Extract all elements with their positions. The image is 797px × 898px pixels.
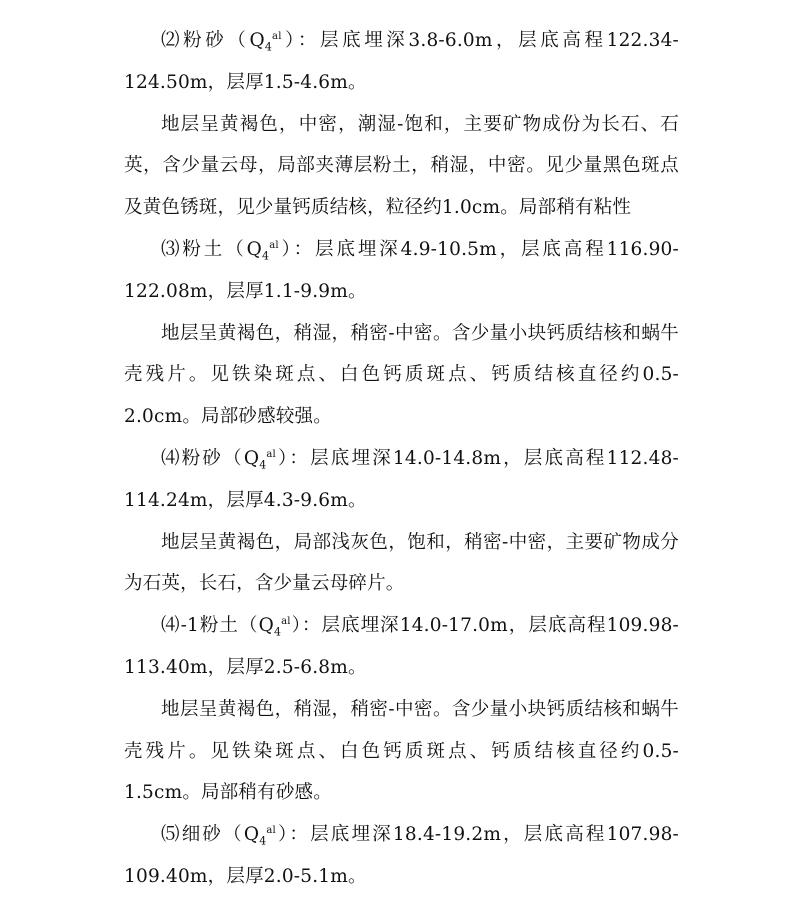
layer-4-description: 地层呈黄褐色，局部浅灰色，饱和，稍密-中密，主要矿物成分为石英，长石，含少量云母碎片。 (124, 531, 679, 595)
formula-q: Q (243, 824, 260, 846)
layer-4-1-description: 地层呈黄褐色，稍湿，稍密-中密。含少量小块钙质结核和蜗牛壳残片。见铁染斑点、白色钙质斑点、钙质结核直径约0.5-1.5cm。局部稍有砂感。 (124, 698, 679, 804)
layer-4-prefix: ⑷粉砂（ (161, 447, 244, 469)
layer-2-description: 地层呈黄褐色，中密，潮湿-饱和，主要矿物成份为长石、石英，含少量云母，局部夹薄层粉土，稍湿，中密。见少量黑色斑点及黄色锈斑，见少量钙质结核，粒径约1.0cm。局部稍有粘性 (124, 113, 679, 219)
formula-q: Q (246, 238, 262, 260)
formula-q: Q (258, 615, 274, 637)
formula-superscript: al (272, 30, 282, 42)
formula-q: Q (249, 30, 265, 51)
formula-subscript: 4 (264, 40, 273, 54)
layer-4-paragraph (124, 438, 679, 522)
layer-3-details: ）：层底埋深4.9-10.5m，层底高程116.90-122.08m，层厚1.1-9.9m。 (124, 238, 679, 302)
layer-4-1-details: ）：层底埋深14.0-17.0m，层底高程109.98-113.40m，层厚2.5-6.8m。 (124, 615, 679, 678)
formula-subscript: 4 (259, 458, 267, 472)
layer-5-details: ）：层底埋深18.4-19.2m，层底高程107.98-109.40m，层厚2.0-5.1m。 (124, 824, 679, 887)
layer-2-details: ）：层底埋深3.8-6.0m，层底高程122.34-124.50m，层厚1.5-4.6m。 (124, 30, 679, 93)
formula-superscript: al (281, 616, 291, 627)
formula-subscript: 4 (259, 834, 267, 848)
layer-5-prefix: ⑸细砂（ (161, 824, 244, 846)
layer-2-prefix: ⑵粉砂（ (161, 30, 250, 51)
layer-2-paragraph (124, 20, 679, 104)
layer-4-1-prefix: ⑷-1粉土（ (161, 615, 259, 637)
formula-q: Q (243, 447, 260, 469)
formula-superscript: al (266, 448, 276, 460)
formula-subscript: 4 (273, 625, 282, 639)
formula-superscript: al (266, 824, 276, 836)
layer-3-description: 地层呈黄褐色，稍湿，稍密-中密。含少量小块钙质结核和蜗牛壳残片。见铁染斑点、白色钙质斑点、钙质结核直径约0.5-2.0cm。局部砂感较强。 (124, 322, 679, 428)
formula-superscript: al (269, 239, 279, 251)
formula-subscript: 4 (262, 249, 270, 263)
layer-5-paragraph (124, 814, 679, 898)
layer-4-details: ）：层底埋深14.0-14.8m，层底高程112.48-114.24m，层厚4.3-9.6m。 (124, 447, 679, 511)
layer-4-1-paragraph (124, 605, 679, 689)
layer-3-prefix: ⑶粉土（ (161, 238, 247, 260)
layer-3-paragraph (124, 229, 679, 313)
